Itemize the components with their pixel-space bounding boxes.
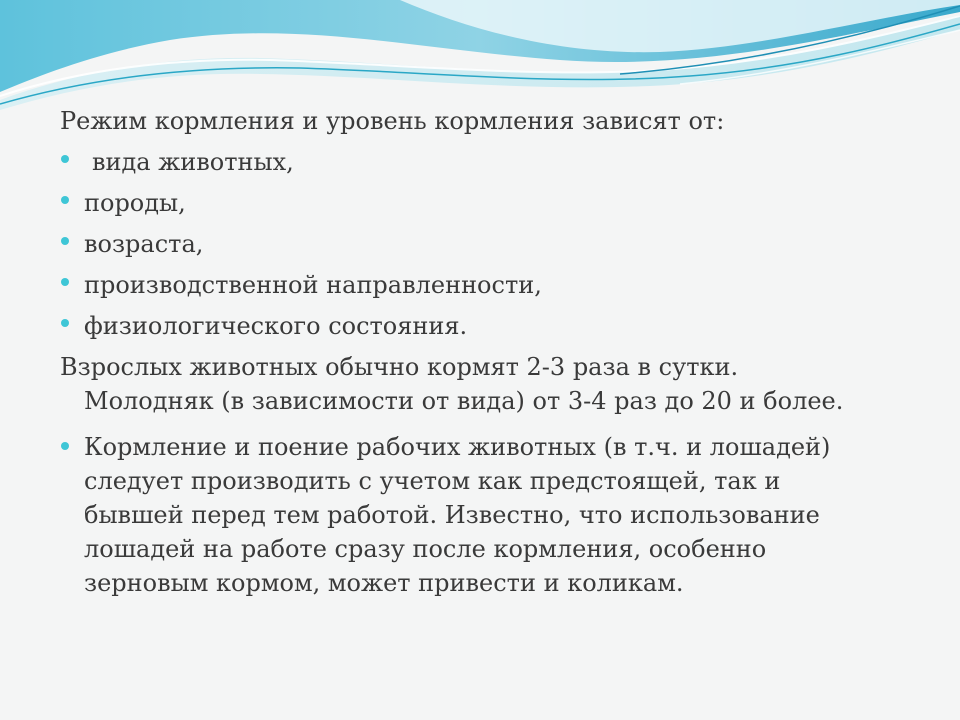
bullet-item: [60, 268, 920, 302]
paragraph-line: бывшей перед тем работой. Известно, что использование: [84, 501, 820, 529]
bullet-dot-icon: [61, 442, 69, 450]
intro-text: Режим кормления и уровень кормления зависят от:: [60, 107, 725, 135]
slide-content: [60, 104, 920, 600]
paragraph-working-animals: [60, 430, 920, 600]
paragraph-line: зерновым кормом, может привести и коликам.: [84, 569, 684, 597]
paragraph-line: Кормление и поение рабочих животных (в т.ч. и лошадей): [84, 433, 831, 461]
paragraph-line: следует производить с учетом как предстоящей, так и: [84, 467, 781, 495]
bullet-dot-icon: [61, 278, 69, 286]
bullet-dot-icon: [61, 155, 69, 163]
bullet-dot-icon: [61, 237, 69, 245]
paragraph-line: Молодняк (в зависимости от вида) от 3-4 раз до 20 и более.: [84, 387, 844, 415]
bullet-label: физиологического состояния.: [84, 312, 468, 340]
paragraph-line: Взрослых животных обычно кормят 2-3 раза в сутки.: [60, 353, 739, 381]
header-wave-decoration: [0, 0, 960, 120]
bullet-label: породы,: [84, 189, 186, 217]
bullet-dot-icon: [61, 319, 69, 327]
bullet-label: возраста,: [84, 230, 204, 258]
bullet-label: вида животных,: [92, 148, 294, 176]
bullet-label: производственной направленности,: [84, 271, 542, 299]
bullet-item: [60, 227, 920, 261]
bullet-item: [60, 309, 920, 343]
paragraph-line: лошадей на работе сразу после кормления, особенно: [84, 535, 767, 563]
bullet-dot-icon: [61, 196, 69, 204]
paragraph-feeding-frequency: [60, 350, 920, 418]
bullet-item: [60, 186, 920, 220]
bullet-item: [60, 145, 920, 179]
